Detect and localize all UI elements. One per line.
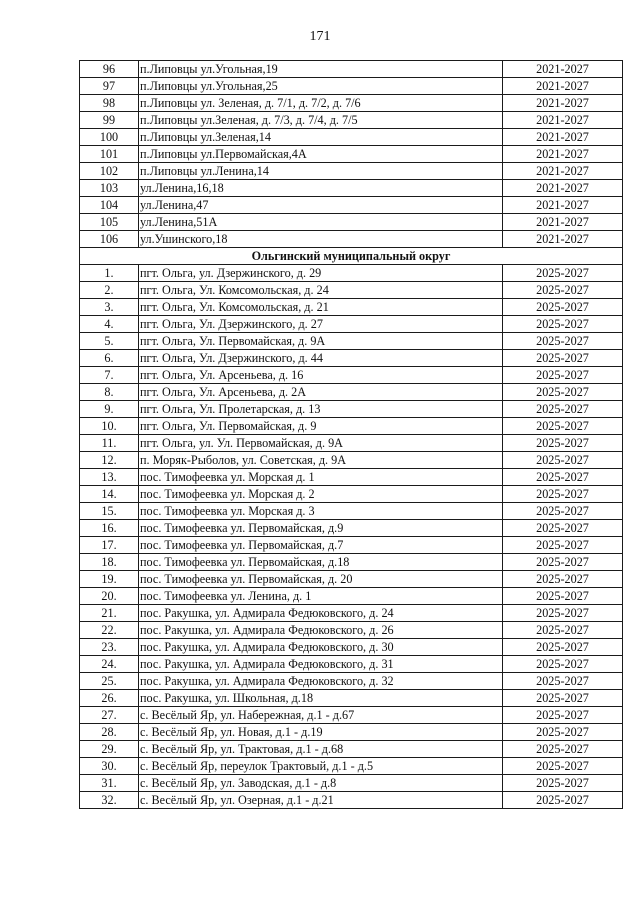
row-period: 2025-2027 xyxy=(503,520,623,537)
row-number: 7. xyxy=(80,367,139,384)
table-row xyxy=(80,231,623,248)
row-number: 100 xyxy=(80,129,139,146)
row-period: 2025-2027 xyxy=(503,401,623,418)
row-address: пос. Тимофеевка ул. Ленина, д. 1 xyxy=(139,588,503,605)
row-period: 2021-2027 xyxy=(503,180,623,197)
table-row xyxy=(80,265,623,282)
table-row xyxy=(80,724,623,741)
row-address: пгт. Ольга, Ул. Арсеньева, д. 2А xyxy=(139,384,503,401)
row-period: 2021-2027 xyxy=(503,197,623,214)
section-header-row xyxy=(80,248,623,265)
row-address: пос. Тимофеевка ул. Первомайская, д.18 xyxy=(139,554,503,571)
table-row xyxy=(80,588,623,605)
table-row xyxy=(80,435,623,452)
row-address: пос. Тимофеевка ул. Первомайская, д. 20 xyxy=(139,571,503,588)
row-address: с. Весёлый Яр, ул. Новая, д.1 - д.19 xyxy=(139,724,503,741)
row-period: 2025-2027 xyxy=(503,350,623,367)
row-number: 28. xyxy=(80,724,139,741)
row-address: пгт. Ольга, Ул. Дзержинского, д. 27 xyxy=(139,316,503,333)
table-row xyxy=(80,61,623,78)
row-number: 23. xyxy=(80,639,139,656)
row-period: 2021-2027 xyxy=(503,231,623,248)
table-row xyxy=(80,622,623,639)
row-number: 12. xyxy=(80,452,139,469)
table-row xyxy=(80,639,623,656)
row-address: ул.Ленина,47 xyxy=(139,197,503,214)
row-period: 2025-2027 xyxy=(503,503,623,520)
table-row xyxy=(80,571,623,588)
row-number: 11. xyxy=(80,435,139,452)
table-row xyxy=(80,537,623,554)
row-number: 15. xyxy=(80,503,139,520)
row-number: 18. xyxy=(80,554,139,571)
row-period: 2025-2027 xyxy=(503,588,623,605)
row-period: 2021-2027 xyxy=(503,61,623,78)
row-number: 9. xyxy=(80,401,139,418)
row-address: п.Липовцы ул.Ленина,14 xyxy=(139,163,503,180)
row-number: 29. xyxy=(80,741,139,758)
row-period: 2021-2027 xyxy=(503,78,623,95)
row-number: 17. xyxy=(80,537,139,554)
row-address: ул.Ушинского,18 xyxy=(139,231,503,248)
row-period: 2025-2027 xyxy=(503,452,623,469)
table-row xyxy=(80,520,623,537)
row-address: п.Липовцы ул. Зеленая, д. 7/1, д. 7/2, д. 7/6 xyxy=(139,95,503,112)
row-number: 27. xyxy=(80,707,139,724)
table-row xyxy=(80,605,623,622)
table-row xyxy=(80,146,623,163)
row-address: пгт. Ольга, Ул. Комсомольская, д. 24 xyxy=(139,282,503,299)
row-address: пос. Ракушка, ул. Адмирала Федюковского, д. 32 xyxy=(139,673,503,690)
row-address: п.Липовцы ул.Зеленая,14 xyxy=(139,129,503,146)
row-address: пос. Ракушка, ул. Адмирала Федюковского, д. 26 xyxy=(139,622,503,639)
row-address: с. Весёлый Яр, ул. Набережная, д.1 - д.67 xyxy=(139,707,503,724)
row-period: 2025-2027 xyxy=(503,435,623,452)
table-row xyxy=(80,741,623,758)
table-row xyxy=(80,401,623,418)
row-address: пос. Тимофеевка ул. Морская д. 2 xyxy=(139,486,503,503)
row-address: пгт. Ольга, ул. Ул. Первомайская, д. 9А xyxy=(139,435,503,452)
row-number: 104 xyxy=(80,197,139,214)
section-title: Ольгинский муниципальный округ xyxy=(80,248,623,265)
row-number: 16. xyxy=(80,520,139,537)
row-address: ул.Ленина,51А xyxy=(139,214,503,231)
row-number: 5. xyxy=(80,333,139,350)
row-period: 2025-2027 xyxy=(503,486,623,503)
row-period: 2025-2027 xyxy=(503,265,623,282)
row-address: пгт. Ольга, Ул. Пролетарская, д. 13 xyxy=(139,401,503,418)
row-period: 2025-2027 xyxy=(503,775,623,792)
row-address: пгт. Ольга, Ул. Первомайская, д. 9А xyxy=(139,333,503,350)
row-number: 14. xyxy=(80,486,139,503)
row-address: пос. Ракушка, ул. Адмирала Федюковского, д. 24 xyxy=(139,605,503,622)
table-section-header-group xyxy=(80,248,623,265)
row-period: 2025-2027 xyxy=(503,758,623,775)
row-period: 2025-2027 xyxy=(503,571,623,588)
row-address: п.Липовцы ул.Зеленая, д. 7/3, д. 7/4, д. 7/5 xyxy=(139,112,503,129)
table-row xyxy=(80,486,623,503)
table-row xyxy=(80,367,623,384)
row-address: п.Липовцы ул.Угольная,19 xyxy=(139,61,503,78)
row-period: 2025-2027 xyxy=(503,469,623,486)
row-period: 2025-2027 xyxy=(503,673,623,690)
row-period: 2021-2027 xyxy=(503,129,623,146)
row-period: 2025-2027 xyxy=(503,333,623,350)
row-number: 21. xyxy=(80,605,139,622)
row-period: 2025-2027 xyxy=(503,741,623,758)
row-number: 24. xyxy=(80,656,139,673)
row-number: 2. xyxy=(80,282,139,299)
table-row xyxy=(80,129,623,146)
row-address: пос. Ракушка, ул. Адмирала Федюковского, д. 30 xyxy=(139,639,503,656)
housing-register-table xyxy=(79,60,623,809)
row-period: 2025-2027 xyxy=(503,690,623,707)
page-number: 171 xyxy=(309,29,331,44)
row-number: 97 xyxy=(80,78,139,95)
row-address: пос. Тимофеевка ул. Первомайская, д.7 xyxy=(139,537,503,554)
row-number: 6. xyxy=(80,350,139,367)
row-period: 2025-2027 xyxy=(503,724,623,741)
row-number: 96 xyxy=(80,61,139,78)
row-address: пгт. Ольга, Ул. Первомайская, д. 9 xyxy=(139,418,503,435)
row-period: 2025-2027 xyxy=(503,707,623,724)
table-row xyxy=(80,792,623,809)
table-row xyxy=(80,690,623,707)
row-number: 98 xyxy=(80,95,139,112)
row-number: 1. xyxy=(80,265,139,282)
table-row xyxy=(80,316,623,333)
table-row xyxy=(80,554,623,571)
row-address: с. Весёлый Яр, ул. Озерная, д.1 - д.21 xyxy=(139,792,503,809)
row-number: 103 xyxy=(80,180,139,197)
table-row xyxy=(80,503,623,520)
row-number: 102 xyxy=(80,163,139,180)
table-row xyxy=(80,163,623,180)
row-number: 3. xyxy=(80,299,139,316)
row-address: пос. Ракушка, ул. Школьная, д.18 xyxy=(139,690,503,707)
row-number: 20. xyxy=(80,588,139,605)
row-address: п.Липовцы ул.Угольная,25 xyxy=(139,78,503,95)
row-number: 4. xyxy=(80,316,139,333)
row-address: с. Весёлый Яр, переулок Трактовый, д.1 - д.5 xyxy=(139,758,503,775)
row-address: пос. Тимофеевка ул. Первомайская, д.9 xyxy=(139,520,503,537)
table-row xyxy=(80,197,623,214)
row-number: 25. xyxy=(80,673,139,690)
row-number: 32. xyxy=(80,792,139,809)
row-number: 101 xyxy=(80,146,139,163)
table-section-bottom xyxy=(80,265,623,809)
table-row xyxy=(80,775,623,792)
table-row xyxy=(80,95,623,112)
row-period: 2025-2027 xyxy=(503,792,623,809)
row-address: пгт. Ольга, Ул. Арсеньева, д. 16 xyxy=(139,367,503,384)
table-row xyxy=(80,180,623,197)
table-row xyxy=(80,707,623,724)
table-row xyxy=(80,673,623,690)
table-row xyxy=(80,656,623,673)
row-address: п.Липовцы ул.Первомайская,4А xyxy=(139,146,503,163)
row-address: с. Весёлый Яр, ул. Заводская, д.1 - д.8 xyxy=(139,775,503,792)
row-period: 2025-2027 xyxy=(503,367,623,384)
row-number: 22. xyxy=(80,622,139,639)
table-row xyxy=(80,418,623,435)
table-row xyxy=(80,214,623,231)
table-row xyxy=(80,758,623,775)
row-address: пос. Ракушка, ул. Адмирала Федюковского, д. 31 xyxy=(139,656,503,673)
row-period: 2025-2027 xyxy=(503,554,623,571)
row-number: 8. xyxy=(80,384,139,401)
row-address: п. Моряк-Рыболов, ул. Советская, д. 9А xyxy=(139,452,503,469)
row-number: 13. xyxy=(80,469,139,486)
table-row xyxy=(80,384,623,401)
row-period: 2021-2027 xyxy=(503,146,623,163)
table-row xyxy=(80,299,623,316)
row-period: 2025-2027 xyxy=(503,316,623,333)
table-row xyxy=(80,350,623,367)
row-period: 2025-2027 xyxy=(503,656,623,673)
row-address: с. Весёлый Яр, ул. Трактовая, д.1 - д.68 xyxy=(139,741,503,758)
row-number: 99 xyxy=(80,112,139,129)
row-period: 2021-2027 xyxy=(503,95,623,112)
table-row xyxy=(80,78,623,95)
row-period: 2025-2027 xyxy=(503,282,623,299)
row-address: пос. Тимофеевка ул. Морская д. 3 xyxy=(139,503,503,520)
row-number: 106 xyxy=(80,231,139,248)
row-period: 2021-2027 xyxy=(503,163,623,180)
table-row xyxy=(80,112,623,129)
row-number: 31. xyxy=(80,775,139,792)
row-address: пгт. Ольга, Ул. Дзержинского, д. 44 xyxy=(139,350,503,367)
row-number: 19. xyxy=(80,571,139,588)
table-row xyxy=(80,452,623,469)
row-number: 10. xyxy=(80,418,139,435)
row-period: 2025-2027 xyxy=(503,384,623,401)
table-row xyxy=(80,333,623,350)
row-period: 2025-2027 xyxy=(503,639,623,656)
row-address: ул.Ленина,16,18 xyxy=(139,180,503,197)
row-period: 2025-2027 xyxy=(503,605,623,622)
row-period: 2021-2027 xyxy=(503,214,623,231)
row-number: 26. xyxy=(80,690,139,707)
row-number: 105 xyxy=(80,214,139,231)
table-row xyxy=(80,469,623,486)
row-address: пос. Тимофеевка ул. Морская д. 1 xyxy=(139,469,503,486)
row-period: 2025-2027 xyxy=(503,299,623,316)
table-row xyxy=(80,282,623,299)
row-period: 2021-2027 xyxy=(503,112,623,129)
row-period: 2025-2027 xyxy=(503,622,623,639)
row-period: 2025-2027 xyxy=(503,418,623,435)
row-period: 2025-2027 xyxy=(503,537,623,554)
table-section-top xyxy=(80,61,623,248)
row-number: 30. xyxy=(80,758,139,775)
row-address: пгт. Ольга, Ул. Комсомольская, д. 21 xyxy=(139,299,503,316)
row-address: пгт. Ольга, ул. Дзержинского, д. 29 xyxy=(139,265,503,282)
